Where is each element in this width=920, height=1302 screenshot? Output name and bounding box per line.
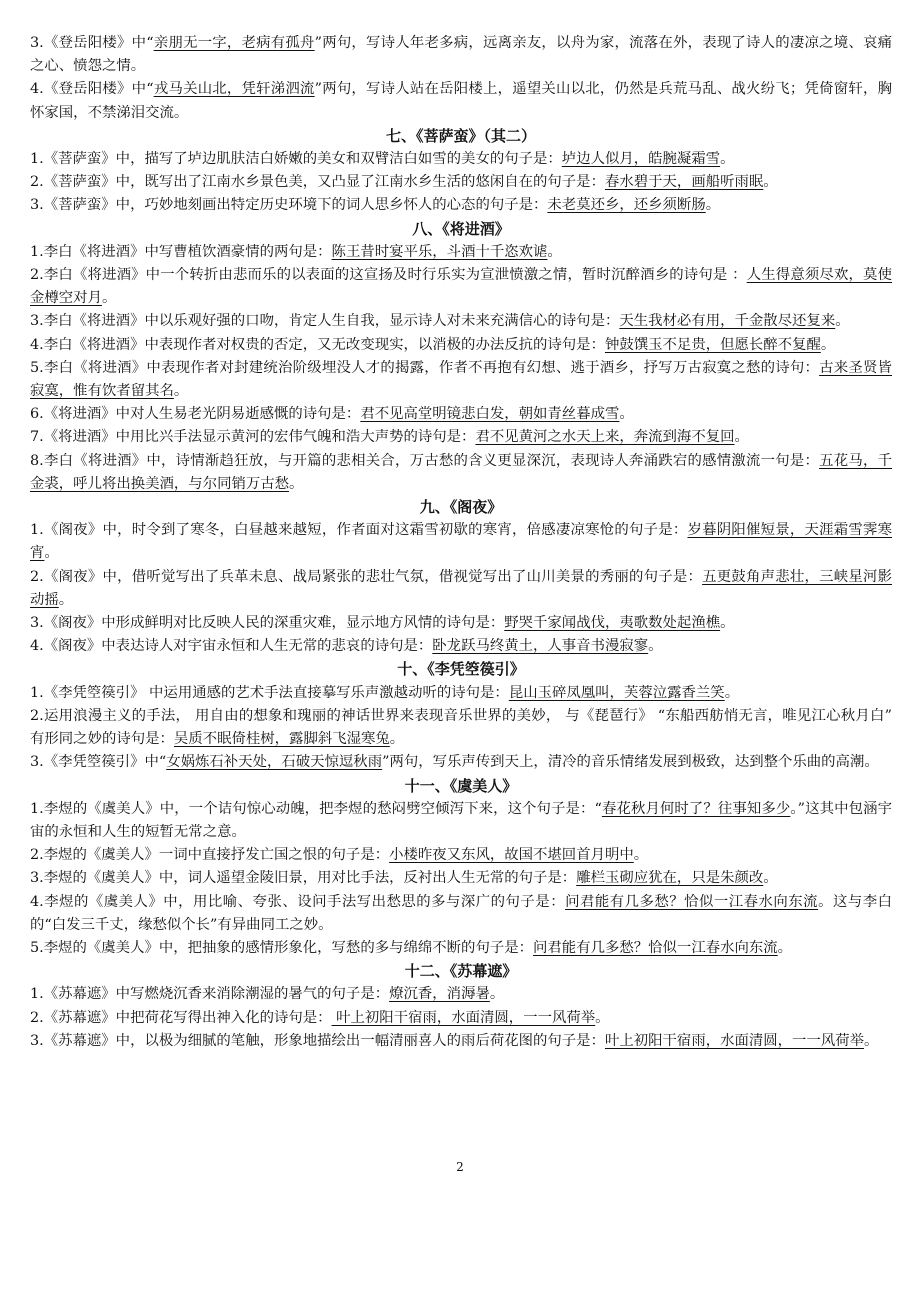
question-text: 2.《苏幕遮》中把荷花写得出神入化的诗句是： [30, 1009, 332, 1026]
answer-text: 陈王昔时宴平乐，斗酒十千恣欢谑 [331, 243, 548, 260]
question-text: 5.李煜的《虞美人》中，把抽象的感情形象化，写愁的多与绵绵不断的句子是： [30, 939, 534, 956]
question-text: 3.《登岳阳楼》中“ [30, 35, 154, 51]
question-text: 2.运用浪漫主义的手法， 用自由的想象和瑰丽的神话世界来表现音乐世界的美妙， 与《琵琶行》 “东船西舫悄无言，唯见江心秋月白” 有形同之妙的诗句是： [30, 707, 892, 748]
question-item [30, 937, 892, 960]
trailing-text: 。 [820, 336, 836, 353]
question-item [30, 612, 892, 635]
answer-text: 叶上初阳干宿雨，水面清圆，一一风荷举 [331, 1009, 596, 1026]
answer-text: 亲朋无一字，老病有孤舟 [153, 35, 315, 51]
trailing-text: 。 [389, 731, 405, 748]
trailing-text: 。 [633, 847, 649, 864]
answer-text: 问君能有几多愁？恰似一江春水向东流 [533, 939, 778, 956]
trailing-text: ”两句，写乐声传到天上，清冷的音乐情绪发展到极致，达到整个乐曲的高潮。 [382, 754, 879, 771]
trailing-text: 。这与李白的“白发三千丈，缘愁似个长”有异曲同工之妙。 [30, 893, 892, 933]
question-text: 4.《阁夜》中表达诗人对宇宙永恒和人生无常的悲哀的诗句是： [30, 638, 433, 655]
section-heading: 十、《李凭箜篌引》 [397, 660, 525, 679]
section-heading: 七、《菩萨蛮》（其二） [385, 126, 536, 145]
question-item [30, 334, 892, 357]
question-item [30, 566, 892, 612]
question-text: 3.李白《将进酒》中以乐观好强的口吻，肯定人生自我，显示诗人对未来充满信心的诗句是： [30, 313, 620, 330]
question-item [30, 194, 892, 217]
trailing-text: 。 [835, 313, 850, 330]
answer-text: 五花马，千金裘，呼儿将出换美酒，与尔同销万古愁 [30, 452, 892, 492]
question-text: 1.李煜的《虞美人》中，一个诘句惊心动魄，把李煜的愁闷劈空倾泻下来，这个句子是：“ [30, 800, 602, 817]
question-item [30, 426, 892, 449]
trailing-text: 。”这其中包涵宇宙的永恒和人生的短暂无常之意。 [30, 800, 892, 840]
question-item [30, 635, 892, 658]
section-heading: 八、《将进酒》 [412, 219, 510, 238]
question-item [30, 32, 892, 78]
trailing-text: 。 [547, 243, 562, 260]
trailing-text: 。 [705, 197, 721, 214]
trailing-text: ”两句，写诗人年老多病，远离亲友，以舟为家，流落在外，表现了诗人的凄凉之境、哀痛之心、愤怨之情。 [30, 35, 892, 75]
question-item [30, 682, 892, 705]
trailing-text: 。 [173, 383, 189, 400]
question-item [30, 357, 892, 403]
question-text: 1.李白《将进酒》中写曹植饮酒豪情的两句是： [30, 243, 332, 260]
question-text: 2.《阁夜》中，借听觉写出了兵革未息、战局紧张的悲壮气氛，借视觉写出了山川美景的秀丽的句子是： [30, 568, 703, 585]
question-item [30, 844, 892, 867]
trailing-text: 。 [720, 615, 735, 632]
trailing-text: 。 [720, 151, 735, 168]
trailing-text: 。 [763, 870, 778, 887]
trailing-text: ”两句，写诗人站在岳阳楼上，遥望关山以北，仍然是兵荒马乱、战火纷飞；凭倚窗轩，胸怀家国，不禁涕泪交流。 [30, 81, 892, 121]
question-item [30, 241, 892, 264]
section-heading: 九、《阁夜》 [419, 498, 503, 517]
question-text: 2.李白《将进酒》中一个转折由悲而乐的以表面的这宣扬及时行乐实为宣泄愤激之情，暂时沉醉酒乡的诗句是 ： [30, 267, 747, 284]
answer-text: 雕栏玉砌应犹在，只是朱颜改 [576, 870, 764, 887]
answer-text: 垆边人似月，皓腕凝霜雪 [561, 151, 721, 168]
question-text: 4.李白《将进酒》中表现作者对权贵的否定，又无改变现实，以消极的办法反抗的诗句是： [30, 336, 605, 353]
trailing-text: 。 [777, 939, 793, 956]
answer-text: 古来圣贤皆寂寞，惟有饮者留其名 [30, 359, 892, 400]
question-text: 3.《菩萨蛮》中，巧妙地刻画出特定历史环境下的词人思乡怀人的心态的句子是： [30, 197, 548, 214]
question-text: 4.《登岳阳楼》中“ [30, 81, 154, 98]
question-item [30, 983, 892, 1006]
question-text: 3.《李凭箜篌引》中“ [30, 754, 167, 771]
question-text: 7.《将进酒》中用比兴手法显示黄河的宏伟气魄和浩大声势的诗句是： [30, 429, 476, 446]
answer-text: 人生得意须尽欢，莫使金樽空对月 [30, 267, 892, 307]
question-text: 1.《阁夜》中，时令到了寒冬，白昼越来越短，作者面对这霜雪初歇的寒宵，倍感凄凉寒怆的句子是： [30, 522, 688, 539]
question-item [30, 450, 892, 496]
question-text: 1.《菩萨蛮》中，描写了垆边肌肤洁白娇嫩的美女和双臂洁白如雪的美女的句子是： [30, 151, 562, 168]
question-text: 3.李煜的《虞美人》中，词人遥望金陵旧景，用对比手法，反衬出人生无常的句子是： [30, 870, 577, 887]
question-item [30, 171, 892, 194]
answer-text: 未老莫还乡，还乡须断肠 [547, 197, 706, 214]
trailing-text: 。 [489, 986, 505, 1003]
question-text: 8.李白《将进酒》中，诗情渐趋狂放，与开篇的悲相关合，万古愁的含义更显深沉，表现诗人奔涌跌宕的感情激流一句是： [30, 452, 820, 469]
answer-text: 叶上初阳干宿雨，水面清圆，一一风荷举 [604, 1032, 865, 1049]
question-text: 5.李白《将进酒》中表现作者对封建统治阶级埋没人才的揭露，作者不再抱有幻想、逃于酒乡，抒写万古寂寞之愁的诗句： [30, 359, 820, 376]
question-text: 1.《苏幕遮》中写燃烧沉香来消除潮湿的暑气的句子是： [30, 986, 390, 1003]
answer-text: 野哭千家闻战伐，夷歌数处起渔樵 [504, 615, 721, 632]
question-item [30, 1007, 892, 1030]
answer-text: 女娲炼石补天处，石破天惊逗秋雨 [166, 754, 383, 771]
question-item [30, 148, 892, 171]
answer-text: 五更鼓角声悲壮，三峡星河影动摇 [30, 568, 892, 608]
answer-text: 昆山玉碎凤凰叫，芙蓉泣露香兰笑 [508, 684, 725, 701]
question-text: 2.《菩萨蛮》中，既写出了江南水乡景色美，又凸显了江南水乡生活的悠闲自在的句子是： [30, 174, 605, 191]
question-text: 6.《将进酒》中对人生易老光阴易逝感慨的诗句是： [30, 406, 361, 423]
question-item [30, 798, 892, 844]
answer-text: 问君能有几多愁？恰似一江春水向东流 [565, 893, 819, 910]
section-heading: 十一、《虞美人》 [404, 776, 518, 795]
question-item [30, 519, 892, 565]
answer-text: 燎沉香，消溽暑 [389, 986, 490, 1003]
answer-text: 君不见黄河之水天上来，奔流到海不复回 [475, 429, 735, 446]
section-heading: 十二、《苏幕遮》 [404, 962, 518, 981]
question-text: 3.《阁夜》中形成鲜明对比反映人民的深重灾难，显示地方风情的诗句是： [30, 615, 505, 632]
answer-text: 戎马关山北，凭轩涕泗流 [153, 81, 315, 98]
trailing-text: 。 [44, 545, 59, 562]
answer-text: 岁暮阴阳催短景，天涯霜雪霁寒宵 [30, 522, 892, 562]
trailing-text: 。 [58, 591, 74, 608]
answer-text: 钟鼓馔玉不足贵，但愿长醉不复醒 [604, 336, 821, 353]
trailing-text: 。 [619, 406, 634, 423]
question-item [30, 751, 892, 774]
page-number: 2 [456, 1160, 464, 1174]
answer-text: 天生我材必有用，千金散尽还复来 [619, 313, 836, 330]
question-item [30, 310, 892, 333]
answer-text: 春水碧于天，画船听雨眠 [604, 174, 764, 191]
trailing-text: 。 [724, 684, 740, 701]
answer-text: 吴质不眠倚桂树，露脚斜飞湿寒兔 [173, 731, 390, 748]
trailing-text: 。 [648, 638, 663, 655]
answer-text: 小楼昨夜又东风，故国不堪回首月明中 [389, 847, 634, 864]
trailing-text: 。 [289, 475, 304, 492]
trailing-text: 。 [763, 174, 778, 191]
question-item [30, 78, 892, 124]
trailing-text: 。 [595, 1009, 610, 1026]
question-item [30, 891, 892, 937]
document-page [30, 32, 892, 1053]
question-item [30, 1030, 892, 1053]
trailing-text: 。 [734, 429, 749, 446]
answer-text: 春花秋月何时了？往事知多少 [601, 800, 791, 817]
answer-text: 君不见高堂明镜悲白发，朝如青丝暮成雪 [360, 406, 620, 423]
question-text: 2.李煜的《虞美人》一词中直接抒发亡国之恨的句子是： [30, 847, 390, 864]
answer-text: 卧龙跃马终黄土，人事音书漫寂寥 [432, 638, 649, 655]
question-text: 1.《李凭箜篌引》 中运用通感的艺术手法直接摹写乐声激越动听的诗句是： [30, 684, 509, 701]
trailing-text: 。 [864, 1032, 879, 1049]
question-item [30, 705, 892, 751]
question-text: 4.李煜的《虞美人》中，用比喻、夸张、设问手法写出愁思的多与深广的句子是： [30, 893, 566, 910]
trailing-text: 。 [101, 290, 117, 307]
question-item [30, 403, 892, 426]
question-text: 3.《苏幕遮》中，以极为细腻的笔触，形象地描绘出一幅清丽喜人的雨后荷花图的句子是： [30, 1032, 605, 1049]
question-item [30, 867, 892, 890]
question-item [30, 264, 892, 310]
